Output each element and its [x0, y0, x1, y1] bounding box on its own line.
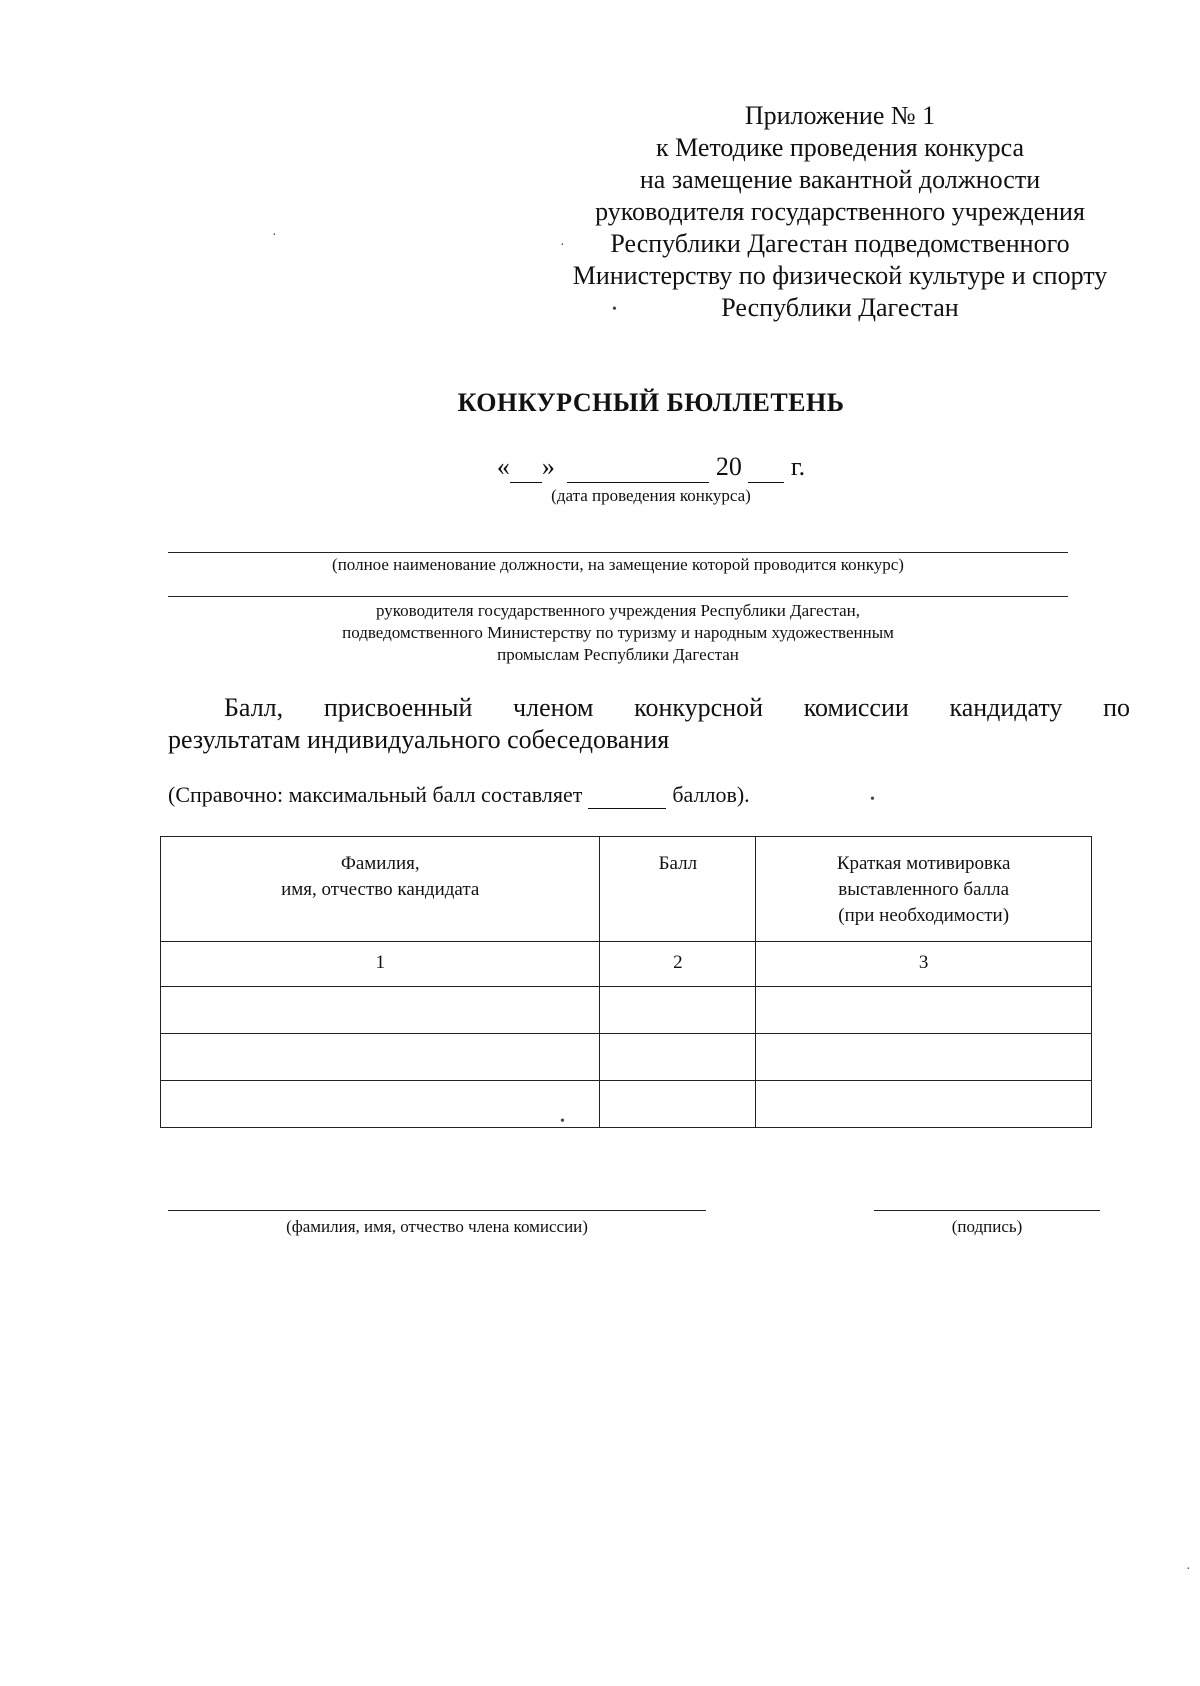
appendix-line: Республики Дагестан [721, 293, 959, 322]
reference-prefix: (Справочно: максимальный балл составляет [168, 782, 583, 807]
column-number: 3 [756, 942, 1092, 987]
subordination-text [168, 600, 1068, 666]
appendix-line: Республики Дагестан подведомственного [610, 229, 1070, 258]
header-motivation [756, 837, 1092, 942]
appendix-line: Министерству по физической культуре и спорту [572, 261, 1108, 290]
table-row [161, 987, 1092, 1034]
date-close-quote: » [541, 452, 555, 481]
scan-speck: • [560, 1114, 565, 1129]
header-score [600, 837, 756, 942]
motivation-cell[interactable] [756, 987, 1092, 1034]
subordination-line: подведомственного Министерству по туризму и народным художественным [342, 623, 894, 642]
month-blank [567, 452, 709, 483]
appendix-line: к Методике проведения конкурса [655, 133, 1025, 162]
scan-speck: · [272, 228, 277, 243]
subordination-line: промыслам Республики Дагестан [497, 645, 739, 664]
year-prefix: 20 [715, 452, 742, 481]
date-caption: (дата проведения конкурса) [551, 486, 751, 505]
candidate-name-cell[interactable] [161, 987, 600, 1034]
header-text: выставленного балла [838, 879, 1010, 900]
header-text: (при необходимости) [838, 905, 1010, 926]
year-suffix: г. [790, 452, 806, 481]
header-candidate-name [161, 837, 600, 942]
scan-speck: · [560, 238, 565, 253]
member-name-caption: (фамилия, имя, отчество члена комиссии) [286, 1217, 588, 1236]
appendix-line: Приложение № 1 [744, 101, 936, 130]
position-caption: (полное наименование должности, на замещение которой проводится конкурс) [332, 555, 904, 574]
subordination-line: руководителя государственного учреждения Республики Дагестан, [376, 601, 860, 620]
table-header-row [161, 837, 1092, 942]
appendix-line: на замещение вакантной должности [639, 165, 1041, 194]
score-table [160, 836, 1092, 1128]
scan-speck: · [1186, 1562, 1191, 1577]
column-number-row [161, 942, 1092, 987]
candidate-name-cell[interactable] [161, 1081, 600, 1128]
motivation-cell[interactable] [756, 1081, 1092, 1128]
header-text: имя, отчество кандидата [281, 879, 480, 900]
table-row [161, 1034, 1092, 1081]
day-blank [510, 452, 542, 483]
reference-suffix: баллов). [672, 782, 750, 807]
appendix-header [540, 100, 1140, 324]
scan-speck: • [870, 792, 875, 807]
reference-note [168, 782, 750, 809]
header-text: Балл [658, 853, 698, 874]
member-name-blank-line [168, 1210, 706, 1211]
score-statement-line-1: Балл, присвоенный членом конкурсной комиссии кандидату по [224, 693, 1130, 722]
scan-speck: • [612, 302, 617, 317]
year-blank [748, 452, 784, 483]
signature-caption: (подпись) [951, 1217, 1023, 1236]
header-text: Фамилия, [340, 853, 420, 874]
max-score-blank [588, 782, 666, 809]
candidate-name-cell[interactable] [161, 1034, 600, 1081]
date-field [0, 452, 1200, 483]
date-open-quote: « [496, 452, 510, 481]
score-cell[interactable] [600, 987, 756, 1034]
position-blank-line-2 [168, 596, 1068, 597]
table-row [161, 1081, 1092, 1128]
position-blank-line [168, 552, 1068, 553]
column-number: 1 [161, 942, 600, 987]
score-cell[interactable] [600, 1081, 756, 1128]
header-text: Краткая мотивировка [836, 853, 1011, 874]
score-cell[interactable] [600, 1034, 756, 1081]
motivation-cell[interactable] [756, 1034, 1092, 1081]
column-number: 2 [600, 942, 756, 987]
document-title: КОНКУРСНЫЙ БЮЛЛЕТЕНЬ [457, 388, 845, 417]
appendix-line: руководителя государственного учреждения [595, 197, 1085, 226]
score-statement-line-2: результатам индивидуального собеседования [168, 725, 670, 754]
signature-blank-line [874, 1210, 1100, 1211]
